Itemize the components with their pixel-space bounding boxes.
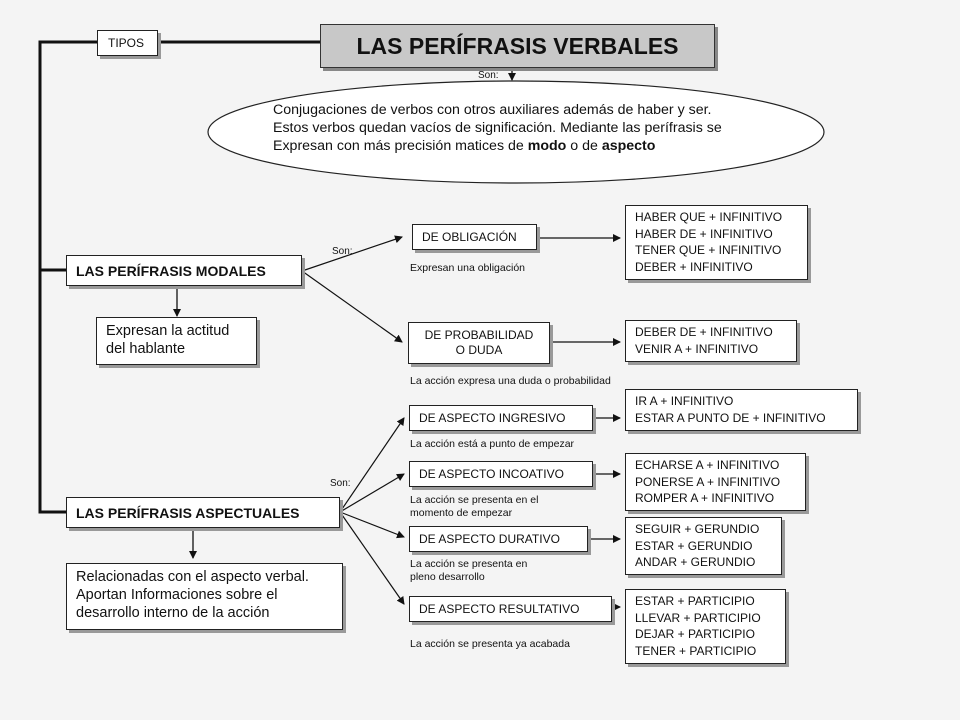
son-label-title: Son: [478, 70, 499, 81]
aspectuales-to-durativo-arrow [340, 512, 404, 537]
definition-line-1: Conjugaciones de verbos con otros auxiliares además de haber y ser. [273, 102, 712, 118]
modales-box [66, 255, 302, 286]
definition-line-2: Estos verbos quedan vacíos de significación. Mediante las perífrasis se [273, 120, 722, 136]
resultativo-label: DE ASPECTO RESULTATIVO [419, 601, 580, 616]
son-label-modales: Son: [332, 246, 353, 257]
obligacion-note: Expresan una obligación [410, 262, 525, 274]
ingresivo-box [409, 405, 593, 431]
durativo-box [409, 526, 588, 552]
durativo-form: SEGUIR + GERUNDIO [635, 522, 760, 536]
obligacion-label: DE OBLIGACIÓN [422, 229, 517, 244]
aspectuales-label: LAS PERÍFRASIS ASPECTUALES [76, 504, 300, 521]
resultativo-form: TENER + PARTICIPIO [635, 643, 757, 658]
probabilidad-form: VENIR A + INFINITIVO [635, 341, 759, 356]
aspectuales-to-ingresivo-arrow [340, 418, 404, 512]
ingresivo-forms-box [625, 389, 858, 431]
obligacion-form: DEBER + INFINITIVO [635, 259, 753, 274]
probabilidad-form: DEBER DE + INFINITIVO [635, 325, 773, 339]
incoativo-note-line-1: La acción se presenta en el [410, 494, 539, 506]
resultativo-box [409, 596, 612, 622]
durativo-label: DE ASPECTO DURATIVO [419, 531, 560, 546]
obligacion-form: HABER QUE + INFINITIVO [635, 210, 783, 224]
definition-text [273, 101, 722, 155]
son-label-aspectuales: Son: [330, 478, 351, 489]
durativo-note-line-1: La acción se presenta en [410, 558, 528, 570]
definition-aspecto: aspecto [601, 138, 656, 154]
durativo-form: ESTAR + GERUNDIO [635, 538, 753, 553]
incoativo-note [410, 494, 538, 520]
durativo-note-line-2: pleno desarrollo [410, 571, 485, 583]
aspectuales-description-line-1: Relacionadas con el aspecto verbal. [76, 569, 309, 585]
probabilidad-label-line-1: DE PROBABILIDAD [424, 328, 534, 342]
modales-to-probabilidad-arrow [302, 271, 402, 342]
ingresivo-note: La acción está a punto de empezar [410, 438, 575, 450]
aspectuales-to-resultativo-arrow [340, 512, 404, 604]
ingresivo-label: DE ASPECTO INGRESIVO [419, 410, 566, 425]
incoativo-forms-box [625, 453, 806, 511]
durativo-forms-box [625, 517, 782, 575]
modales-description-line-1: Expresan la actitud [106, 323, 230, 339]
obligacion-form: TENER QUE + INFINITIVO [635, 243, 782, 257]
incoativo-form: PONERSE A + INFINITIVO [635, 474, 781, 489]
probabilidad-forms-box [625, 320, 797, 362]
resultativo-form: LLEVAR + PARTICIPIO [635, 610, 761, 625]
resultativo-forms-box [625, 589, 786, 664]
aspectuales-description-box [66, 563, 343, 630]
modales-label: LAS PERÍFRASIS MODALES [76, 262, 266, 279]
resultativo-note: La acción se presenta ya acabada [410, 638, 570, 650]
incoativo-box [409, 461, 593, 487]
incoativo-form: ECHARSE A + INFINITIVO [635, 458, 780, 472]
durativo-form: ANDAR + GERUNDIO [635, 555, 756, 569]
incoativo-form: ROMPER A + INFINITIVO [635, 491, 775, 505]
resultativo-form: DEJAR + PARTICIPIO [635, 627, 755, 641]
definition-line-3 [273, 137, 722, 155]
tipos-label-box [97, 30, 158, 56]
resultativo-form: ESTAR + PARTICIPIO [635, 594, 755, 608]
aspectuales-description-line-3: desarrollo interno de la acción [76, 605, 270, 621]
ingresivo-form: ESTAR A PUNTO DE + INFINITIVO [635, 410, 826, 425]
probabilidad-note: La acción expresa una duda o probabilidad [410, 375, 611, 387]
obligacion-forms-box [625, 205, 808, 280]
durativo-note [410, 558, 527, 584]
aspectuales-box [66, 497, 340, 528]
obligacion-form: HABER DE + INFINITIVO [635, 226, 773, 241]
incoativo-label: DE ASPECTO INCOATIVO [419, 466, 564, 481]
probabilidad-box [408, 322, 550, 364]
definition-modo: modo [527, 138, 567, 154]
probabilidad-label-line-2: O DUDA [455, 343, 503, 357]
aspectuales-description-line-2: Aportan Informaciones sobre el [76, 587, 278, 603]
ingresivo-form: IR A + INFINITIVO [635, 394, 734, 408]
definition-line-3-prefix: Expresan con más precisión matices de [273, 138, 528, 154]
page-title [320, 24, 715, 68]
obligacion-box [412, 224, 537, 250]
modales-description-box [96, 317, 257, 365]
tipos-label: TIPOS [108, 36, 145, 50]
definition-line-3-mid: o de [566, 138, 602, 154]
incoativo-note-line-2: momento de empezar [410, 507, 513, 519]
modales-description-line-2: del hablante [106, 341, 186, 357]
page-title-text: LAS PERÍFRASIS VERBALES [356, 32, 679, 59]
